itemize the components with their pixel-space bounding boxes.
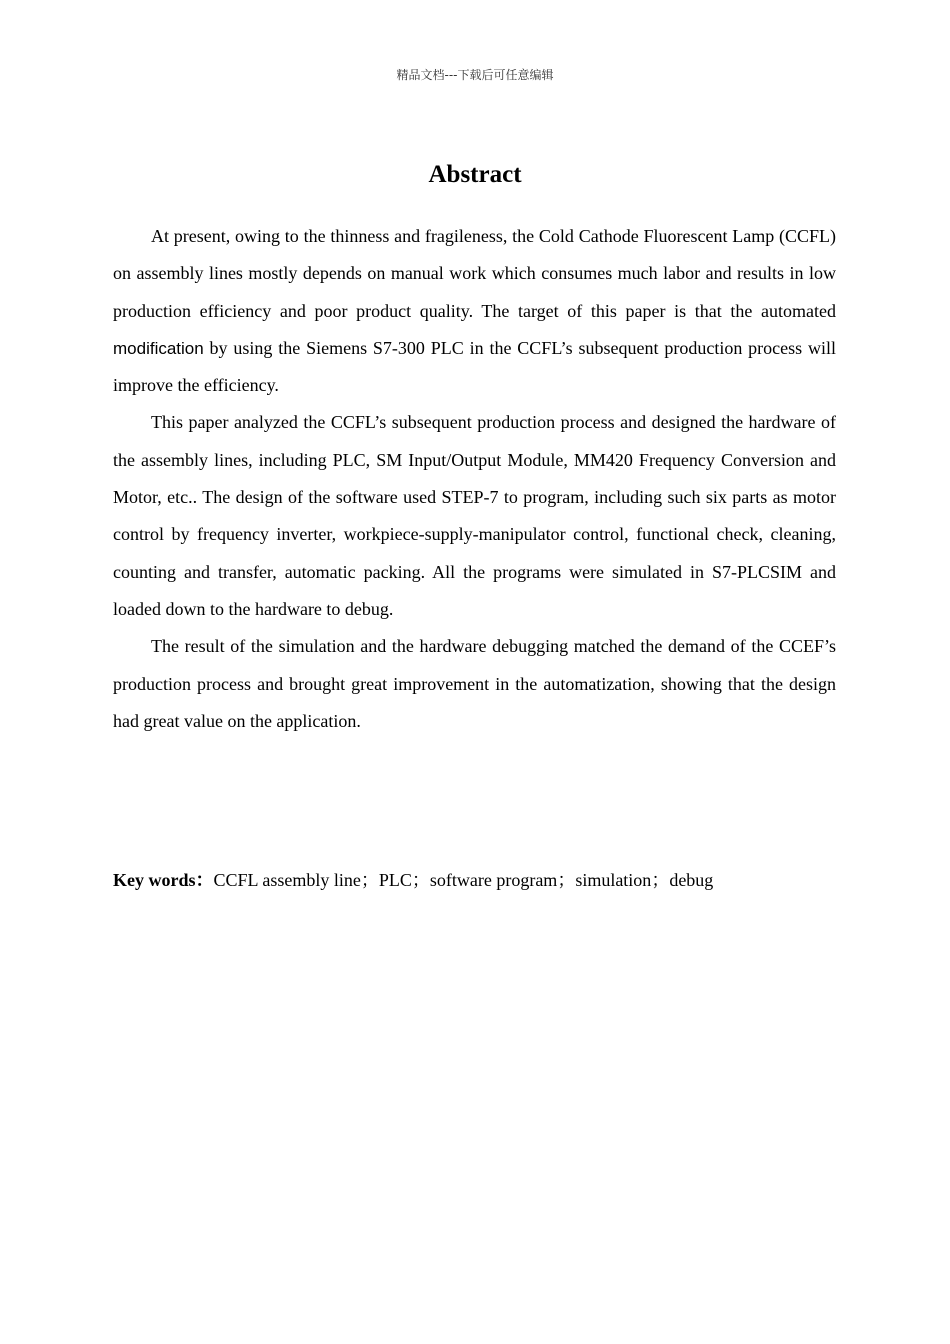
keyword-item: CCFL assembly line [213,870,361,890]
abstract-paragraph-1 [113,218,836,404]
keyword-separator: ； [651,870,670,890]
keywords-line [113,866,836,894]
paragraph-1-sans-word: modification [113,338,204,358]
page-header: 精品文档---下载后可任意编辑 [396,68,554,82]
keyword-item: simulation [575,870,652,890]
keyword-item: debug [669,870,714,890]
abstract-paragraph-3: The result of the simulation and the hardware debugging matched the demand of the CCEF’s production process and brought great improvement in the automatization, showing that the design had great value on the application. [113,636,836,731]
keyword-item: PLC [378,870,412,890]
abstract-paragraph-2: This paper analyzed the CCFL’s subsequent production process and designed the hardware of the assembly lines, including PLC, SM Input/Output Module, MM420 Frequency Conversion and Motor, etc.. The design of the software used STEP-7 to program, including such six parts as motor control by frequency inverter, workpiece-supply-manipulator control, functional check, cleaning, counting and transfer, automatic packing. All the programs were simulated in S7-PLCSIM and loaded down to the hardware to debug. [113,412,836,619]
abstract-title: Abstract [428,161,522,188]
paragraph-1-text-end: by using the Siemens S7-300 PLC in the CCFL’s subsequent production process will improve the efficiency. [113,337,836,396]
paragraph-1-text-start: At present, owing to the thinness and fragileness, the Cold Cathode Fluorescent Lamp (CCFL) on assembly lines mostly depends on manual work which consumes much labor and results in low production efficiency and poor product quality. The target of this paper is that the automated [113,226,836,321]
keyword-separator: ； [360,870,379,890]
keyword-item: software program [429,870,558,890]
keyword-separator: ； [411,870,430,890]
abstract-body [113,218,836,740]
keywords-label: Key words： [113,870,214,890]
keyword-separator: ； [557,870,576,890]
